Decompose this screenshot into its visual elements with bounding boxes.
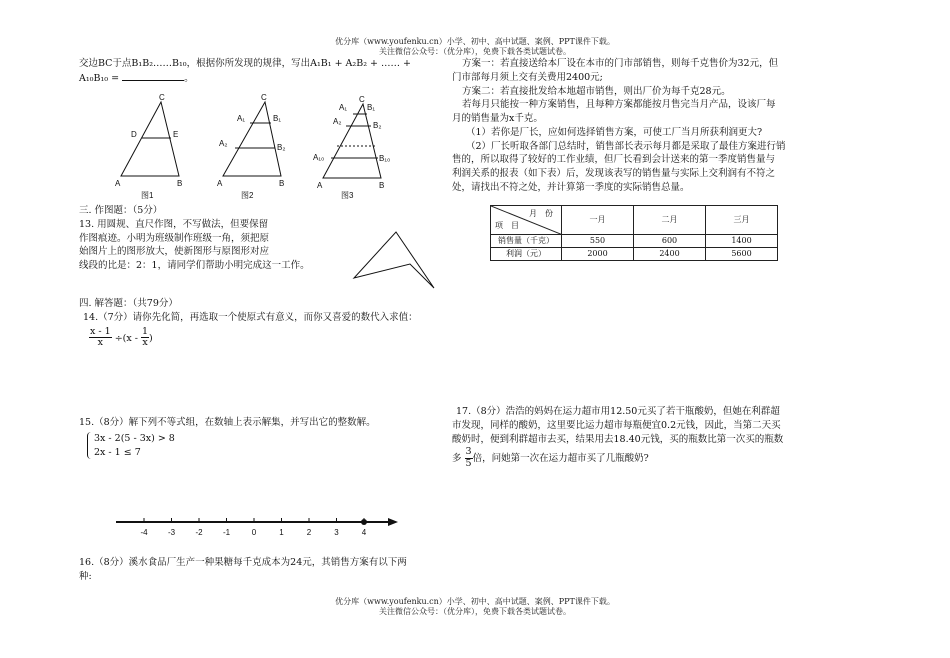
plan-2: 方案二：若直接批发给本地超市销售，则出厂价为每千克28元。 (462, 85, 731, 97)
figure-3 (313, 95, 390, 200)
sub-question-2-line-1: （2）厂长听取各部门总结时，销售部长表示每月都是采取了最佳方案进行销 (466, 140, 786, 152)
fig1-label-e: E (173, 130, 179, 139)
section-4-title: 四. 解答题：（共79分） (79, 298, 178, 309)
fig3-label-b1: B₁ (367, 103, 376, 112)
q13-line-3: 始图片上的图形放大，使新图形与原图形对应 (79, 246, 270, 258)
number-line-tick-label: 2 (306, 528, 312, 537)
footer-line-1: 优分库（www.youfenku.cn）小学、初中、高中试题、案例、PPT课件下载。 (335, 597, 615, 606)
q16-line-1: 16.（8分）溪水食品厂生产一种果糖每千克成本为24元，其销售方案有以下两 (79, 557, 407, 568)
q14-fraction-num: x - 1 (90, 325, 111, 337)
page-header (0, 37, 950, 58)
number-line-tick-label: 4 (361, 528, 367, 537)
q14-inner-den: x (142, 337, 148, 349)
table-header-cell: 三月 (706, 206, 778, 235)
q14-text: 14.（7分）请你先化简，再选取一个使原式有意义，而你又喜爱的数代入求值： (83, 311, 418, 323)
q15-system (87, 432, 204, 460)
page-footer (0, 597, 950, 618)
fig2-caption: 图2 (241, 191, 254, 200)
table-header-cell: 一月 (562, 206, 634, 235)
plan-1-line-2: 门市部每月须上交有关费用2400元; (452, 71, 603, 83)
figure-1 (115, 93, 182, 200)
table-cell: 5600 (706, 248, 778, 261)
sub-question-2-line-4: 处，请找出不符之处，并计算第一季度的实际销售总量。 (452, 181, 690, 193)
q14-operator: ÷(x - (114, 332, 138, 344)
fig3-label-a10: A₁₀ (313, 153, 325, 162)
answer-blank[interactable] (122, 71, 184, 81)
q17-suffix: 倍，问她第一次在运力超市买了几瓶酸奶? (472, 453, 649, 465)
q17-line-1: 17.（8分）浩浩的妈妈在运力超市用12.50元买了若干瓶酸奶，但她在利群超 (456, 406, 780, 417)
q13-figure (348, 226, 440, 296)
left-column (79, 57, 439, 86)
table-header-cell: 二月 (634, 206, 706, 235)
number-line-tick-label: -3 (167, 528, 176, 537)
q16-line-2: 种: (79, 570, 92, 582)
header-line-2: 关注微信公众号：（优分库），免费下载各类试题试卷。 (379, 47, 571, 57)
fig3-label-a2: A₂ (333, 117, 342, 126)
table-cell: 2000 (562, 248, 634, 261)
q15-inequality-1: 3x - 2(5 - 3x) > 8 (94, 432, 175, 444)
fig2-label-a2: A₂ (219, 139, 228, 148)
q13-line-4: 线段的比是：2：1，请同学们帮助小明完成这一工作。 (79, 260, 310, 272)
fig2-label-a1: A₁ (237, 114, 246, 123)
fig2-label-a: A (217, 179, 223, 188)
q12-line-2-prefix: A₁₀B₁₀ = (79, 72, 120, 84)
number-line-point (361, 519, 367, 525)
number-line-tick-label: 3 (334, 528, 339, 537)
number-line-tick-label: -4 (140, 528, 148, 537)
sell-line-2: 月的销售量为x千克。 (452, 113, 543, 125)
table-corner-cell (491, 206, 562, 235)
table-row-label: 利润（元） (491, 248, 562, 261)
q15 (79, 416, 449, 459)
fig2-label-b2: B₂ (277, 143, 286, 152)
fig3-label-c: C (359, 95, 365, 104)
q17-prefix: 多 (452, 453, 462, 465)
q15-inequality-2: 2x - 1 ≤ 7 (94, 446, 141, 458)
fig2-label-c: C (261, 93, 267, 102)
fig3-label-b: B (379, 181, 385, 190)
number-line (112, 512, 402, 542)
q17 (452, 405, 852, 470)
footer-line-2: 关注微信公众号：（优分库），免费下载各类试题试卷。 (379, 607, 571, 617)
sales-profit-table (490, 205, 778, 261)
q14-close-paren: ) (149, 332, 153, 344)
table-cell: 1400 (706, 235, 778, 248)
q14-inner-fraction (141, 327, 149, 350)
q17-line-2: 市发现，同样的酸奶，这里要比运力超市每瓶便宜0.2元钱，因此，当第二天买 (452, 419, 781, 431)
table-cell: 2400 (634, 248, 706, 261)
q17-line-4 (452, 447, 852, 470)
header-line-1: 优分库（www.youfenku.cn）小学、初中、高中试题、案例、PPT课件下载。 (335, 37, 615, 46)
q17-fraction (465, 447, 473, 470)
number-line-tick-label: 1 (279, 528, 284, 537)
q17-fraction-den: 5 (465, 458, 472, 470)
number-line-tick-label: 0 (251, 528, 257, 537)
fig3-label-a1: A₁ (339, 103, 348, 112)
right-column (452, 57, 852, 195)
number-line-ticks (140, 518, 367, 537)
table-cell: 550 (562, 235, 634, 248)
sell-line-1: 若每月只能按一种方案销售，且每种方案都能按月售完当月产品，设该厂每 (462, 99, 776, 111)
figure-2 (217, 93, 285, 200)
q13-line-2: 作图痕迹。小明为班级制作班级一角，须把原 (79, 232, 270, 244)
q17-fraction-num: 3 (465, 446, 472, 458)
q14-expression (79, 327, 449, 350)
fig2-label-b: B (279, 179, 285, 188)
fig1-label-b: B (177, 179, 183, 188)
q14-fraction (89, 327, 112, 350)
table-row (491, 235, 778, 248)
section-3-title: 三. 作图题：（5分） (79, 205, 163, 216)
table-row-label: 销售量（千克） (491, 235, 562, 248)
fig3-label-b2: B₂ (373, 121, 382, 130)
q16 (79, 556, 449, 584)
number-line-tick-label: -2 (195, 528, 203, 537)
q12-figures (105, 92, 395, 202)
fig1-label-a: A (115, 179, 121, 188)
fig1-caption: 图1 (141, 191, 154, 200)
table-header-row (491, 206, 778, 235)
fig3-label-b10: B₁₀ (379, 154, 391, 163)
fig2-label-b1: B₁ (273, 114, 282, 123)
q17-line-3: 酸奶时，便到利群超市去买，结果用去18.40元钱，买的瓶数比第一次买的瓶数 (452, 433, 784, 445)
section-4 (79, 297, 449, 349)
q15-text: 15.（8分）解下列不等式组，在数轴上表示解集，并写出它的整数解。 (79, 417, 376, 428)
q14-fraction-den: x (97, 337, 103, 349)
fig1-label-d: D (131, 130, 137, 139)
sub-question-1: （1）若你是厂长，应如何选择销售方案，可使工厂当月所获利润更大? (466, 126, 763, 138)
plan-1-line-1: 方案一：若直接送给本厂设在本市的门市部销售，则每千克售价为32元，但 (462, 58, 779, 69)
fig3-caption: 图3 (341, 191, 354, 200)
q14-inner-num: 1 (141, 325, 149, 337)
corner-top-label: 月 份 (529, 209, 553, 218)
q12-line-2-suffix: 。 (184, 72, 194, 84)
fig1-label-c: C (159, 93, 165, 102)
q13-line-1: 13. 用圆规、直尺作图，不写做法，但要保留 (79, 218, 269, 230)
corner-bottom-label: 项 目 (495, 221, 519, 231)
sub-question-2-line-2: 售的，所以取得了较好的工作业绩，但厂长看到会计送来的第一季度销售量与 (452, 154, 776, 166)
fig3-label-a: A (317, 181, 323, 190)
table-cell: 600 (634, 235, 706, 248)
q12-line-2 (79, 71, 439, 86)
sub-question-2-line-3: 利润关系的报表（如下表）后，发现该表写的销售量与实际上交利润有不符之 (452, 168, 776, 180)
table-row (491, 248, 778, 261)
q12-line-1: 交边BC于点B₁B₂……B₁₀，根据你所发现的规律，写出A₁B₁ + A₂B₂ + …… + (79, 58, 411, 69)
number-line-tick-label: -1 (222, 528, 231, 537)
